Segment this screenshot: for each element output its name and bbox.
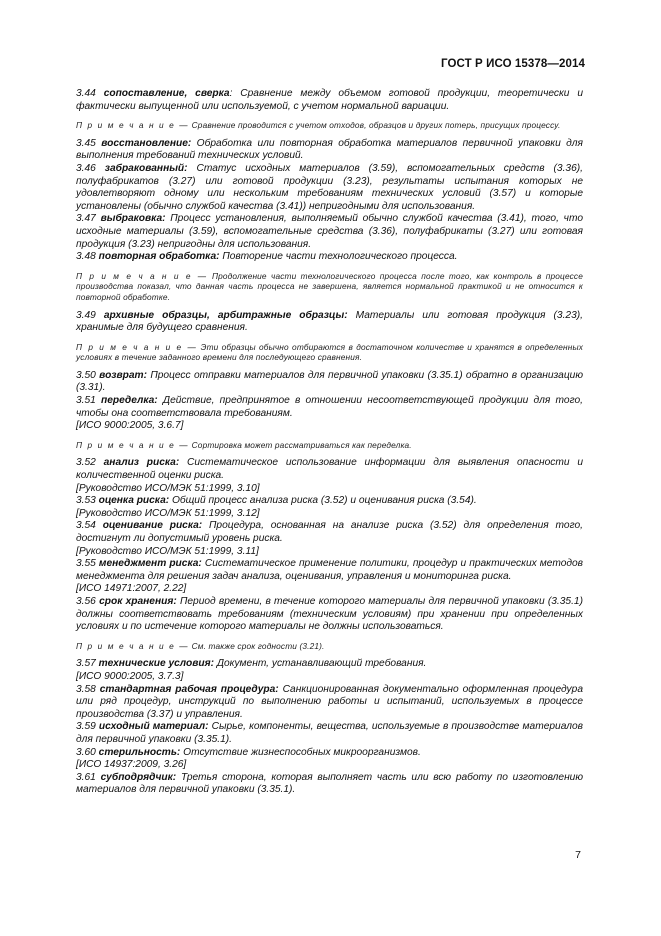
note-text: Продолжение части технологического процесса после того, как контроль в процессе производства показал, что данная часть процесса не завершена, является нормальной практикой и не относится к повторной обработке. [76,270,583,302]
term-entry [76,251,583,264]
term-definition: Отсутствие жизнеспособных микроорганизмов. [180,746,421,758]
page-number: 7 [575,849,581,861]
term-entry [76,163,583,213]
term-entry [76,772,583,797]
term-definition: Обработка или повторная обработка материалов первичной упаковки для выполнения требований технических условий. [76,137,583,162]
term-definition: Действие, предпринятое в отношении несоответствующей продукции для того, чтобы она соответствовала требованиям. [76,395,583,419]
term-entry [76,370,583,395]
note-text: См. также срок годности (3.21). [189,640,325,651]
term-name: субподрядчик: [100,771,177,783]
term-number: 3.44 [76,88,96,99]
note-label: П р и м е ч а н и е — [76,341,198,352]
term-number: 3.46 [76,162,96,174]
note-label: П р и м е ч а н и е — [76,270,208,281]
term-entry [76,213,583,251]
term-reference: [ИСО 14971:2007, 2.22] [76,583,187,595]
term-name: повторная обработка: [98,251,220,263]
term-entry [76,520,583,545]
term-entry [76,596,583,634]
note-label: П р и м е ч а н и е — [76,120,190,131]
term-definition: Статус исходных материалов (3.59), вспомогательных средств (3.36), полуфабрикатов (3.27) или готовой продукции (3.23), результаты испытания которых не удовлетворяют одному или нескольким требованиям технических условий (3.57) и которые установлены (обычно службой качества (3.41)) непригодными для использования. [76,162,583,212]
term-name: технические условия: [98,658,214,670]
term-entry [76,395,583,420]
term-name: оценка риска: [98,495,170,507]
term-definition: Систематическое использование информации для выявления опасности и количественной оценки риска. [76,457,583,482]
term-definition: Процедура, основанная на анализе риска (3.52) для определения того, достигнут ли допустимый уровень риска. [76,520,583,544]
term-entry [76,495,583,508]
term-number: 3.49 [76,309,96,321]
term-number: 3.58 [76,683,96,695]
term-name: оценивание риска: [102,520,203,532]
term-number: 3.53 [76,495,96,507]
term-number: 3.56 [76,595,96,607]
term-entry [76,721,583,746]
term-definition: Повторение части технологического процесса. [219,251,458,263]
term-definition: Систематическое применение политики, процедур и практических методов менеджмента для решения задач анализа, оценивания, управления и мониторинга риска. [76,558,583,582]
note [76,440,583,451]
term-name: восстановление: [101,137,192,149]
term-number: 3.60 [76,746,96,758]
term-name: стандартная рабочая процедура: [99,683,279,695]
term-reference: [Руководство ИСО/МЭК 51:1999, 3.10] [76,482,260,494]
term-number: 3.47 [76,213,96,225]
term-name: забракованный: [104,162,188,174]
term-entry [76,558,583,583]
note-text: Эти образцы обычно отбираются в достаточном количестве и хранятся в определенных условиях в течение заданного времени для последующего сравнения. [76,341,584,363]
term-entry [76,88,583,113]
note-text: Сортировка может рассматриваться как переделка. [189,439,412,450]
term-entry [76,684,583,722]
term-reference: [ИСО 14937:2009, 3.26] [76,759,187,771]
term-number: 3.57 [76,658,96,670]
term-name: менеджмент риска: [98,558,202,570]
term-number: 3.50 [76,369,96,381]
note [76,641,583,652]
term-definition: Процесс отправки материалов для первичной упаковки (3.35.1) обратно в организацию (3.31). [76,369,583,394]
term-definition: Общий процесс анализа риска (3.52) и оценивания риска (3.54). [169,495,477,507]
term-definition: Третья сторона, которая выполняет часть или всю работу по изготовлению материалов для первичной упаковки (3.35.1). [76,771,583,796]
term-definition: Период времени, в течение которого материалы для первичной упаковки (3.35.1) должны соответствовать требованиям (техническим условиям) при хранении при определенных условиях и по истечение которого материалы не должны использоваться. [76,595,583,633]
term-number: 3.51 [76,395,96,407]
term-separator: : [229,88,233,99]
note [76,271,583,303]
note-label: П р и м е ч а н и е — [76,439,190,450]
note-text: Сравнение проводится с учетом отходов, образцов и других потерь, присущих процессу. [189,120,561,131]
term-entry [76,747,583,760]
term-number: 3.52 [76,457,96,469]
terms-section [76,88,583,797]
term-number: 3.55 [76,558,96,570]
term-number: 3.59 [76,721,96,733]
term-reference: [ИСО 9000:2005, 3.7.3] [76,670,184,682]
term-entry [76,457,583,482]
term-name: исходный материал: [98,721,209,733]
note [76,120,583,131]
term-definition: Документ, устанавливающий требования. [213,658,427,670]
term-reference: [Руководство ИСО/МЭК 51:1999, 3.12] [76,507,260,519]
term-definition: Санкционированная документально оформленная процедура или ряд процедур, инструкций по выполнению работы и испытаний, используемых в процессе производства (3.37) и управления. [76,683,583,720]
term-reference: [Руководство ИСО/МЭК 51:1999, 3.11] [76,545,259,557]
term-name: архивные образцы, арбитражные образцы: [103,309,348,321]
term-definition: Процесс установления, выполняемый обычно службой качества (3.41), того, что исходные материалы (3.59), вспомогательные средства (3.36), полуфабрикаты (3.27) или готовая продукция (3.23) непригодны для использования. [76,213,583,250]
term-entry [76,310,583,335]
note-label: П р и м е ч а н и е — [76,640,190,651]
term-name: выбраковка: [100,213,166,225]
term-number: 3.54 [76,520,96,532]
term-name: сопоставление, сверка [103,88,230,99]
term-name: возврат: [99,369,147,381]
term-name: стерильность: [98,746,181,758]
term-entry [76,138,583,163]
term-number: 3.45 [76,137,96,149]
term-number: 3.61 [76,771,96,783]
term-reference: [ИСО 9000:2005, 3.6.7] [76,420,184,432]
term-definition: Сравнение между объемом готовой продукции, теоретически и фактически выпущенной или используемой, с учетом нормальной вариации. [76,88,583,112]
term-definition: Сырье, компоненты, вещества, используемые в производстве материалов для первичной упаковки (3.35.1). [76,721,583,745]
term-number: 3.48 [76,251,96,263]
term-name: переделка: [101,395,158,407]
term-entry [76,658,583,671]
term-name: анализ риска: [103,457,180,469]
term-name: срок хранения: [99,595,177,607]
term-definition: Материалы или готовая продукция (3.23), хранимые для будущего сравнения. [76,309,583,334]
note [76,342,583,363]
document-header: ГОСТ Р ИСО 15378—2014 [440,58,585,70]
